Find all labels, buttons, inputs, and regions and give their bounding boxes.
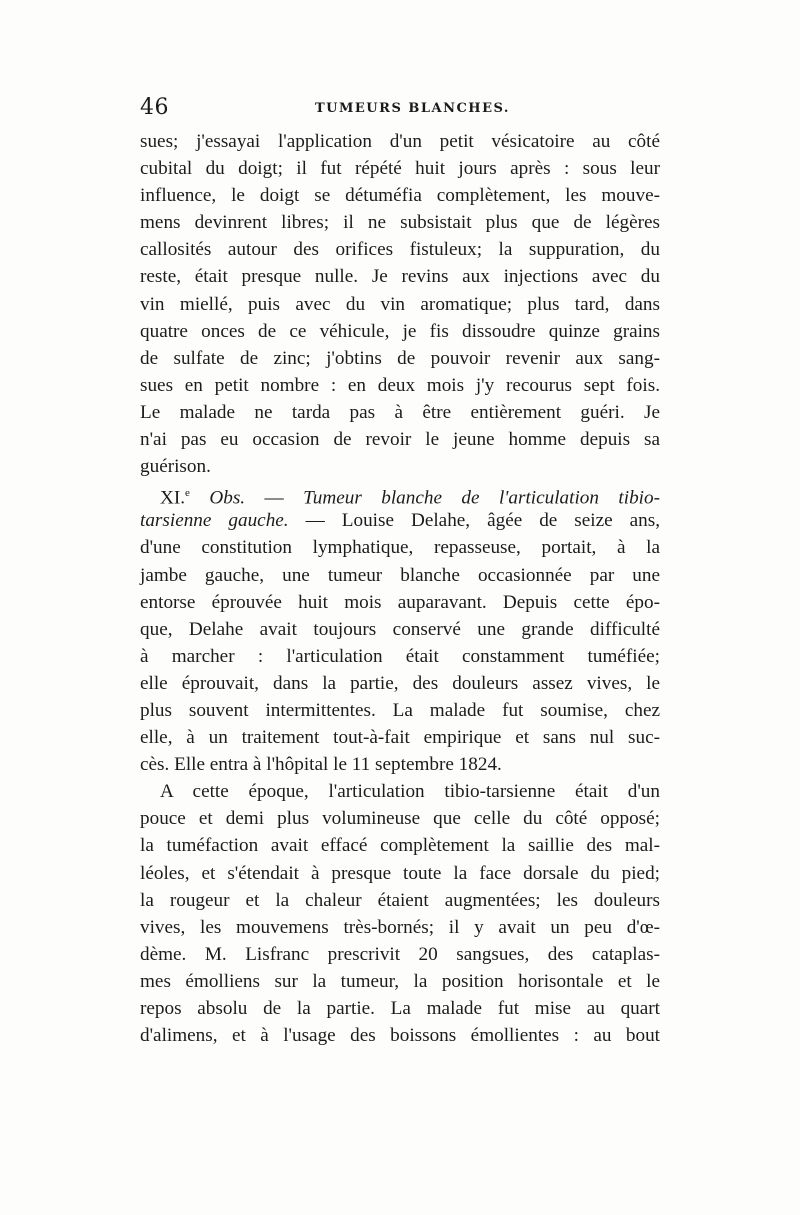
text-line: quatre onces de ce véhicule, je fis dissoudre quinze grains xyxy=(140,320,660,342)
text-line: d'une constitution lymphatique, repasseuse, portait, à la xyxy=(140,537,660,559)
page-number: 46 xyxy=(140,95,169,120)
text-line: sues en petit nombre : en deux mois j'y recourus sept fois. xyxy=(140,374,660,396)
text-line: n'ai pas eu occasion de revoir le jeune homme depuis sa xyxy=(140,429,660,451)
text-line: d'alimens, et à l'usage des boissons émollientes : au bout xyxy=(140,1025,660,1047)
text-line: reste, était presque nulle. Je revins aux injections avec du xyxy=(140,266,660,288)
text-line: pouce et demi plus volumineuse que celle du côté opposé; xyxy=(140,808,660,830)
text-line: Le malade ne tarda pas à être entièrement guéri. Je xyxy=(140,401,660,423)
text-line: elle, à un traitement tout-à-fait empirique et sans nul suc- xyxy=(140,727,660,749)
observation-title-part1: Tumeur blanche de l'articulation tibio- xyxy=(303,487,660,509)
text-line: A cette époque, l'articulation tibio-tarsienne était d'un xyxy=(160,781,660,803)
text-line: à marcher : l'articulation était constamment tuméfiée; xyxy=(140,645,660,667)
text-line: guérison. xyxy=(140,456,211,478)
page-header xyxy=(140,95,660,125)
text-line: elle éprouvait, dans la partie, des douleurs assez vives, le xyxy=(140,672,660,694)
text-line: cès. Elle entra à l'hôpital le 11 septembre 1824. xyxy=(140,754,502,776)
text-line: la tuméfaction avait effacé complètement la saillie des mal- xyxy=(140,835,660,857)
observation-title-part2: tarsienne gauche. xyxy=(140,510,289,532)
text-line: jambe gauche, une tumeur blanche occasionnée par une xyxy=(140,564,660,586)
observation-superscript: e xyxy=(185,487,190,500)
running-title: TUMEURS BLANCHES. xyxy=(315,101,510,116)
text-line: sues; j'essayai l'application d'un petit vésicatoire au côté xyxy=(140,131,660,152)
text-line: entorse éprouvée huit mois auparavant. Depuis cette épo- xyxy=(140,591,660,613)
observation-heading-line xyxy=(140,480,660,507)
text-line: la rougeur et la chaleur étaient augmentées; les douleurs xyxy=(140,889,660,911)
text-line: léoles, et s'étendait à presque toute la face dorsale du pied; xyxy=(140,862,660,884)
text-line: dème. M. Lisfranc prescrivit 20 sangsues, des cataplas- xyxy=(140,943,660,965)
observation-label: Obs. xyxy=(209,487,246,509)
text-line: repos absolu de la partie. La malade fut mise au quart xyxy=(140,998,660,1019)
text-line: influence, le doigt se détuméfia complètement, les mouve- xyxy=(140,185,660,207)
text-line: mes émolliens sur la tumeur, la position horisontale et le xyxy=(140,970,660,992)
text-line: mens devinrent libres; il ne subsistait plus que de légères xyxy=(140,212,660,234)
body-text xyxy=(140,128,660,1049)
observation-title-line xyxy=(140,507,660,534)
observation-intro: — Louise Delahe, âgée de seize ans, xyxy=(305,510,660,532)
text-line: vives, les mouvemens très-bornés; il y avait un peu d'œ- xyxy=(140,916,660,938)
observation-dash: — xyxy=(264,487,284,509)
text-line: plus souvent intermittentes. La malade fut soumise, chez xyxy=(140,699,660,721)
text-line: vin miellé, puis avec du vin aromatique; plus tard, dans xyxy=(140,293,660,315)
observation-number: XI. xyxy=(160,487,186,509)
text-line: callosités autour des orifices fistuleux; la suppuration, du xyxy=(140,239,660,261)
text-line: de sulfate de zinc; j'obtins de pouvoir revenir aux sang- xyxy=(140,347,660,369)
text-line: cubital du doigt; il fut répété huit jours après : sous leur xyxy=(140,158,660,180)
text-line: que, Delahe avait toujours conservé une grande difficulté xyxy=(140,618,660,640)
